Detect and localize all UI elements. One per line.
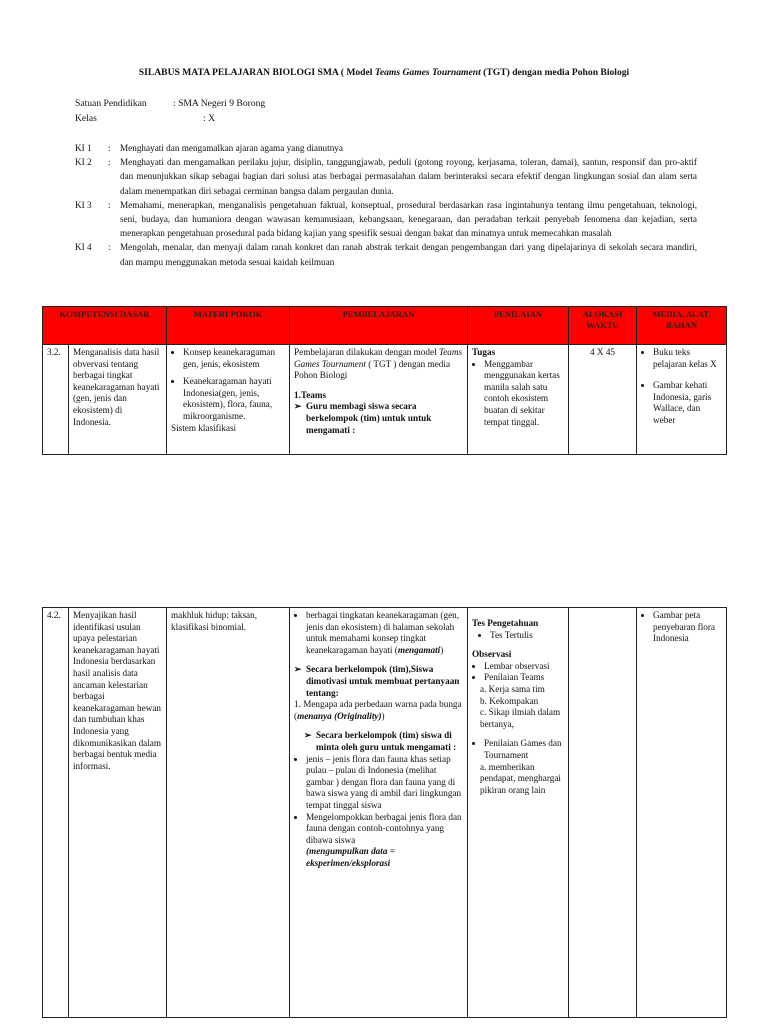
bullet-text: berbagai tingkatan keanekaragaman (gen, jenis dan ekosistem) di halaman sekolah untuk memahami konsep tingkat keanekaragaman hayati ( bbox=[306, 610, 460, 655]
kd-number: 3.2. bbox=[43, 345, 69, 455]
title-prefix: SILABUS MATA PELAJARAN BIOLOGI SMA ( Model bbox=[138, 67, 375, 78]
materi-pokok-cell bbox=[167, 345, 290, 455]
header-kompetensi-dasar: KOMPETENSI DASAR bbox=[43, 307, 167, 345]
list-item: • Buku teks pelajaran kelas X bbox=[653, 347, 722, 370]
ki-colon: : bbox=[108, 199, 111, 210]
syllabus-table-1 bbox=[42, 306, 727, 455]
media-cell bbox=[637, 345, 727, 455]
list-item: • Gambar kehati Indonesia, garis Wallace, dan weber bbox=[653, 380, 722, 426]
arrow-item bbox=[294, 664, 463, 699]
ki-2 bbox=[75, 155, 697, 198]
pembelajaran-cell bbox=[290, 345, 468, 455]
kd-description: Menyajikan hasil identifikasi usulan upaya pelestarian keanekaragaman hayati Indonesia berdasarkan hasil analisis data ancaman kelestarian berbagai keanekaragaman hewan dan tumbuhan khas Indonesia yang dikomunikasikan dalam berbagai bentuk media informasi. bbox=[69, 608, 167, 1018]
list-item: • Penilaian Games dan Tournament bbox=[484, 738, 564, 761]
ki-code: KI 3 bbox=[75, 199, 92, 210]
materi-pokok-cell: makhluk hidup: taksan, klasifikasi binomial. bbox=[167, 608, 290, 1018]
games-sub-item: a. memberikan pendapat, menghargai pikiran orang lain bbox=[480, 761, 561, 795]
pembelajaran-cell bbox=[290, 608, 468, 1018]
question-text: 1. Mengapa ada perbedaan warna pada bunga ( bbox=[294, 699, 462, 721]
ki-colon: : bbox=[108, 157, 111, 168]
bullet-italic: mengamati bbox=[397, 644, 441, 655]
list-item bbox=[306, 812, 463, 870]
list-item: • jenis – jenis flora dan fauna khas setiap pulau – pulau di Indonesia (melihat gambar ) dengan flora dan fauna yang di bawa siswa yang di ambil dari lingkungan tempat tinggal siswa bbox=[306, 754, 463, 812]
list-item bbox=[306, 610, 463, 656]
list-item: c. Sikap ilmiah dalam bertanya, bbox=[480, 707, 561, 729]
header-materi-pokok: MATERI POKOK bbox=[167, 307, 290, 345]
kelas-label: Kelas bbox=[75, 113, 97, 124]
arrow-text: Secara berkelompok (tim),Siswa dimotivasi untuk membuat pertanyaan tentang: bbox=[306, 664, 460, 698]
question-item bbox=[294, 699, 463, 722]
materi-extra: Sistem klasifikasi bbox=[171, 422, 237, 433]
satuan-label: Satuan Pendidikan bbox=[75, 98, 147, 109]
intro-model-name: Teams Games Tournament bbox=[294, 347, 463, 369]
list-item: • Tes Tertulis bbox=[490, 630, 564, 642]
header-alokasi-waktu: ALOKASI WAKTU bbox=[569, 307, 637, 345]
question-end: ) bbox=[381, 710, 385, 721]
ki-text: Menghayati dan mengamalkan ajaran agama yang dianutnya bbox=[120, 143, 343, 153]
ki-1 bbox=[75, 141, 697, 155]
table-header-row bbox=[43, 307, 727, 345]
bullet-end: ) bbox=[440, 644, 444, 655]
list-item: • Lembar observasi bbox=[484, 661, 564, 673]
tes-heading: Tes Pengetahuan bbox=[472, 618, 539, 628]
bullet-text: Mengelompokkan berbagai jenis flora dan fauna dengan contoh-contohnya yang dibawa siswa bbox=[306, 811, 462, 845]
arrow-item bbox=[294, 401, 463, 436]
ki-colon: : bbox=[108, 143, 111, 153]
kd-number: 4.2. bbox=[43, 608, 69, 1018]
list-item: b. Kekompakan bbox=[480, 695, 539, 706]
list-item: • Menggambar menggunakan kertas manila salah satu contoh ekosistem buatan di sekitar tempat tinggal. bbox=[484, 359, 564, 429]
syllabus-table-2 bbox=[42, 607, 727, 1018]
alokasi-cell bbox=[569, 608, 637, 1018]
satuan-value: : SMA Negeri 9 Borong bbox=[173, 98, 266, 109]
ki-code: KI 2 bbox=[75, 157, 92, 168]
list-item: • Konsep keanekaragaman gen, jenis, ekosistem bbox=[183, 347, 285, 370]
title-model-name: Teams Games Tournament bbox=[374, 67, 481, 78]
ki-code: KI 1 bbox=[75, 143, 92, 153]
intro-text: Pembelajaran dilakukan dengan model bbox=[294, 347, 439, 357]
table-row bbox=[43, 345, 727, 455]
pembelajaran-intro bbox=[294, 347, 463, 382]
list-item: • Keanekaragaman hayati Indonesia(gen, jenis, ekosistem), flora, fauna, mikroorganisme. bbox=[183, 376, 285, 422]
teams-sub-list bbox=[472, 684, 564, 730]
ki-colon: : bbox=[108, 242, 111, 253]
arrow-icon: ➢ bbox=[294, 401, 302, 412]
question-emphasis: menanya (Originality) bbox=[297, 710, 382, 721]
penilaian-cell bbox=[468, 608, 569, 1018]
ki-code: KI 4 bbox=[75, 242, 92, 253]
tugas-heading: Tugas bbox=[472, 347, 496, 357]
document-title bbox=[0, 67, 768, 78]
arrow-text: Secara berkelompok (tim) siswa di minta oleh guru untuk mengamati : bbox=[316, 730, 457, 752]
kd-description: Menganalisis data hasil obvervasi tentang berbagai tingkat keanekaragaman hayati (gen, jenis dan ekosistem) di Indonesia. bbox=[69, 345, 167, 455]
observasi-heading: Observasi bbox=[472, 649, 512, 660]
media-cell bbox=[637, 608, 727, 1018]
arrow-icon: ➢ bbox=[304, 730, 312, 741]
alokasi-cell: 4 X 45 bbox=[569, 345, 637, 455]
ki-4 bbox=[75, 240, 697, 268]
kelas-value: : X bbox=[203, 113, 215, 124]
ki-text: Menghayati dan mengamalkan perilaku jujur, disiplin, tanggungjawab, peduli (gotong royong, kerjasama, toleran, damai), santun, responsif dan pro-aktif dan menunjukkan sikap sebagai bagian dari solusi atas berbagai permasalahan dalam berinteraksi secara efektif dengan lingkungan sosial dan alam serta dalam menempatkan diri sebagai cerminan bangsa dalam pergaulan dunia. bbox=[120, 157, 697, 196]
list-item: • Penilaian Teams bbox=[484, 672, 564, 684]
list-item: a. Kerja sama tim bbox=[480, 683, 545, 694]
teams-heading: 1.Teams bbox=[294, 389, 327, 400]
table-row bbox=[43, 608, 727, 1018]
header-media: MEDIA, ALAT, BAHAN bbox=[637, 307, 727, 345]
penilaian-cell bbox=[468, 345, 569, 455]
core-competencies bbox=[75, 141, 697, 269]
header-pembelajaran: PEMBELAJARAN bbox=[290, 307, 468, 345]
arrow-item bbox=[294, 730, 463, 753]
arrow-icon: ➢ bbox=[294, 664, 302, 675]
title-suffix: (TGT) dengan media Pohon Biologi bbox=[480, 67, 630, 78]
arrow-text: Guru membagi siswa secara berkelompok (tim) untuk untuk mengamati : bbox=[306, 401, 432, 435]
ki-text: Mengolah, menalar, dan menyaji dalam ranah konkret dan ranah abstrak terkait dengan pengembangan dari yang dipelajarinya di sekolah secara mandiri, dan mampu menggunakan metoda sesuai kaidah keilmuan bbox=[120, 242, 697, 267]
bullet-emphasis: (mengumpulkan data = eksperimen/eksplorasi bbox=[306, 846, 395, 868]
ki-text: Memahami, menerapkan, menganalisis pengetahuan faktual, konseptual, prosedural berdasarkan rasa ingintahunya tentang ilmu pengetahuan, teknologi, seni, budaya, dan humaniora dengan wawasan kemanusiaan, kebangsaan, kenegaraan, dan peradaban terkait penyebab fenomena dan kejadian, serta menerapkan pengetahuan prosedural pada bidang kajian yang spesifik sesuai dengan bakat dan minatnya untuk memecahkan masalah bbox=[120, 199, 697, 239]
list-item: • Gambar peta penyebaran flora Indonesia bbox=[653, 610, 722, 645]
intro-text-end: ( TGT ) dengan media Pohon Biologi bbox=[294, 358, 451, 381]
header-penilaian: PENILAIAN bbox=[468, 307, 569, 345]
ki-3 bbox=[75, 198, 697, 241]
